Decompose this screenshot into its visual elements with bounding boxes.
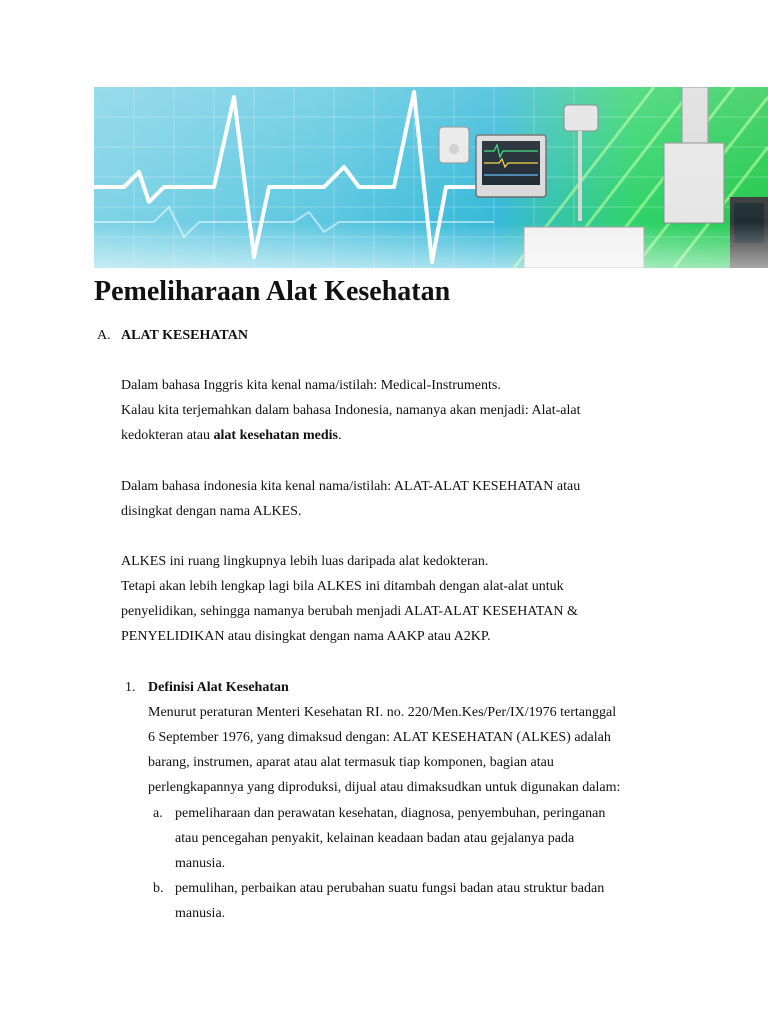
header-banner-image	[94, 87, 768, 268]
subitem-b-line1: pemulihan, perbaikan atau perubahan suatu fungsi badan atau struktur badan	[175, 881, 605, 896]
para2-line2: disingkat dengan nama ALKES.	[121, 504, 302, 519]
para3-line4: PENYELIDIKAN atau disingkat dengan nama AAKP atau A2KP.	[121, 629, 491, 644]
para1-line1: Dalam bahasa Inggris kita kenal nama/istilah: Medical-Instruments.	[121, 378, 501, 393]
para1-line3-post: .	[337, 428, 342, 443]
section-a-marker: A.	[97, 328, 111, 343]
section-a-heading: ALAT KESEHATAN	[121, 328, 248, 343]
para3-line3: penyelidikan, sehingga namanya berubah menjadi ALAT-ALAT KESEHATAN &	[121, 604, 578, 619]
item1-line1: Menurut peraturan Menteri Kesehatan RI. no. 220/Men.Kes/Per/IX/1976 tertanggal	[148, 705, 617, 720]
subitem-b-marker: b.	[153, 881, 164, 896]
para3-line1: ALKES ini ruang lingkupnya lebih luas daripada alat kedokteran.	[121, 554, 489, 569]
page-title: Pemeliharaan Alat Kesehatan	[94, 276, 451, 307]
para2-line1: Dalam bahasa indonesia kita kenal nama/istilah: ALAT-ALAT KESEHATAN atau	[121, 479, 581, 494]
item1-heading: Definisi Alat Kesehatan	[148, 680, 289, 695]
subitem-b-line2: manusia.	[175, 906, 226, 921]
subitem-a-line2: atau pencegahan penyakit, kelainan keadaan badan atau gejalanya pada	[175, 831, 575, 846]
subitem-a-marker: a.	[153, 806, 163, 821]
para1-line3	[121, 423, 341, 448]
subitem-a-line3: manusia.	[175, 856, 226, 871]
item1-marker: 1.	[125, 680, 136, 695]
item1-line4: perlengkapannya yang diproduksi, dijual atau dimaksudkan untuk digunakan dalam:	[148, 780, 621, 795]
item1-line2: 6 September 1976, yang dimaksud dengan: ALAT KESEHATAN (ALKES) adalah	[148, 730, 611, 745]
subitem-a-line1: pemeliharaan dan perawatan kesehatan, diagnosa, penyembuhan, peringanan	[175, 806, 606, 821]
para3-line2: Tetapi akan lebih lengkap lagi bila ALKES ini ditambah dengan alat-alat untuk	[121, 579, 564, 594]
item1-line3: barang, instrumen, aparat atau alat termasuk tiap komponen, bagian atau	[148, 755, 554, 770]
para1-line3-pre: kedokteran atau	[121, 428, 214, 443]
para1-line3-bold: alat kesehatan medis	[213, 428, 338, 443]
para1-line2: Kalau kita terjemahkan dalam bahasa Indonesia, namanya akan menjadi: Alat-alat	[121, 403, 581, 418]
